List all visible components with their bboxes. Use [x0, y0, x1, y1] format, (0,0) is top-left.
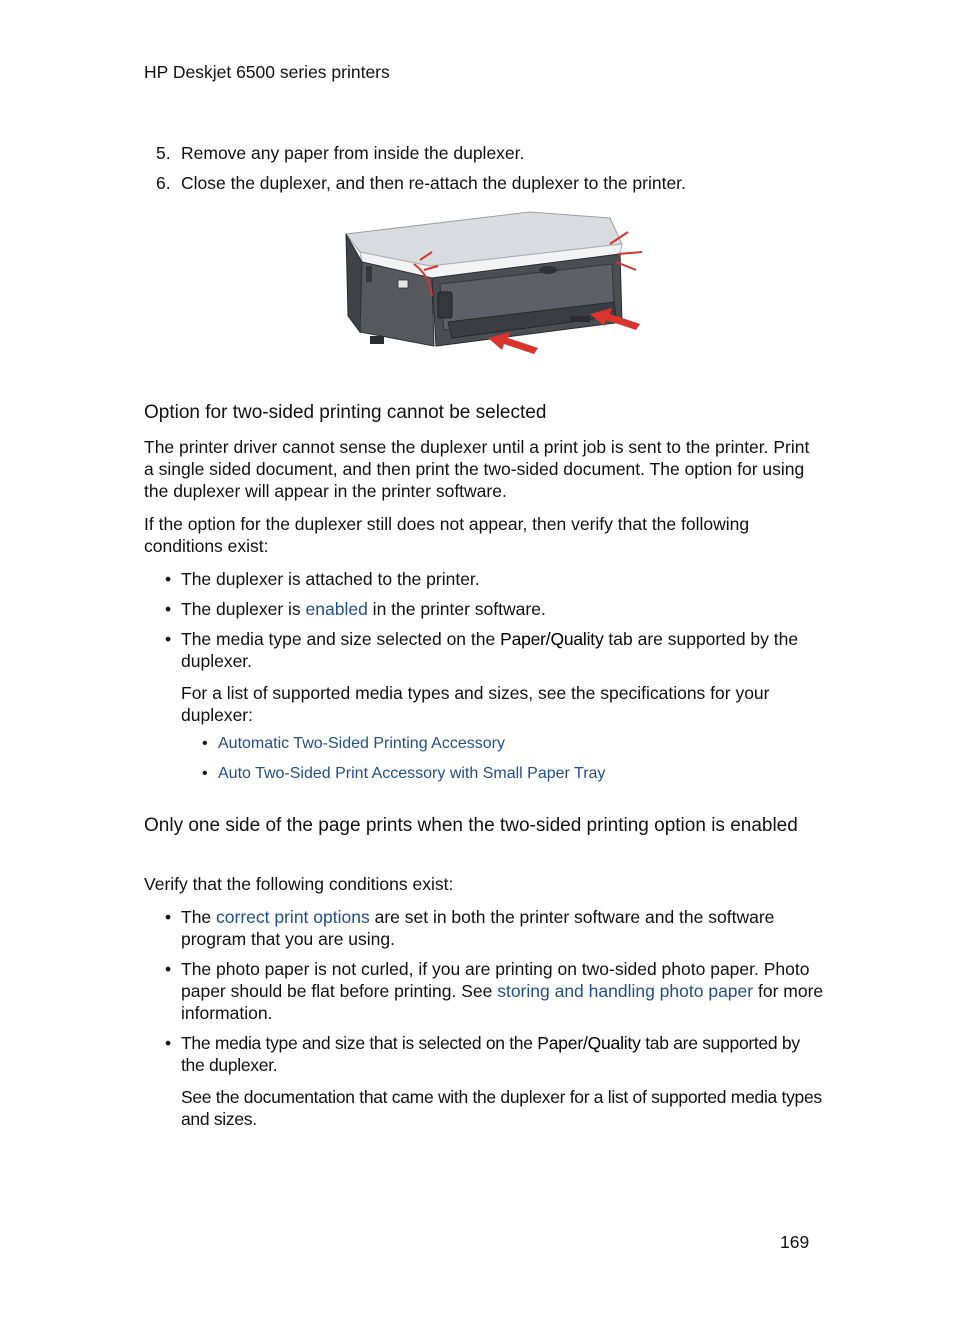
step-item [144, 172, 824, 194]
list-item-text: The [181, 907, 217, 927]
list-item [144, 568, 824, 590]
bullet-icon: • [165, 599, 172, 619]
paragraph-driver-sense: The printer driver cannot sense the duplexer until a print job is sent to the printer. Print a single sided document, and then print the two-sided document. The option for using the duplexer will appear in the printer software. [144, 437, 810, 501]
section-heading-duplex-option: Option for two-sided printing cannot be selected [144, 402, 547, 423]
bullet-icon: • [202, 765, 208, 782]
conditions-list [144, 568, 824, 682]
printer-duplexer-illustration [340, 204, 652, 362]
list-item-text: The media type and size selected on the [181, 629, 501, 649]
list-item-text: are set in both the printer software and the software program that you are using. [181, 907, 775, 949]
step-item [144, 142, 824, 164]
list-item [144, 763, 824, 785]
step-text: Remove any paper from inside the duplexer. [181, 143, 525, 163]
list-item [144, 598, 824, 620]
bullet-icon: • [165, 569, 172, 589]
list-item [144, 958, 824, 1024]
link-correct-print-options[interactable]: correct print options [216, 907, 370, 927]
ui-term-paper-quality: Paper/Quality [500, 629, 604, 649]
bullet-icon: • [165, 1033, 171, 1053]
paragraph-verify-conditions: If the option for the duplexer still does not appear, then verify that the following conditions exist: [144, 514, 750, 556]
list-item [144, 906, 824, 950]
list-item-text: The photo paper is not curled, if you are printing on two-sided photo paper. Photo paper should be flat before printing. See [181, 959, 810, 1001]
list-item-text: for more information. [181, 981, 824, 1023]
list-item-text: The duplexer is [181, 599, 306, 619]
procedure-steps [144, 142, 824, 202]
section-heading-one-side-prints: Only one side of the page prints when the two-sided printing option is enabled [144, 815, 798, 836]
conditions-list-2 [144, 906, 824, 1084]
bullet-icon: • [165, 959, 172, 979]
list-item-text: The media type and size that is selected on the [181, 1033, 538, 1053]
list-item [144, 628, 824, 672]
list-item [144, 1032, 824, 1076]
nested-block [144, 682, 824, 793]
list-item-text: tab are supported by the duplexer. [181, 1033, 800, 1075]
list-item-text: The duplexer is attached to the printer. [181, 569, 480, 589]
link-enabled[interactable]: enabled [305, 599, 368, 619]
bullet-icon: • [165, 907, 172, 927]
ui-term-paper-quality: Paper/Quality [537, 1033, 641, 1053]
link-automatic-two-sided-accessory[interactable]: Automatic Two-Sided Printing Accessory [218, 735, 505, 752]
list-item [144, 733, 824, 755]
bullet-icon: • [165, 629, 172, 649]
link-storing-handling-photo-paper[interactable]: storing and handling photo paper [497, 981, 754, 1001]
paragraph-duplexer-documentation: See the documentation that came with the duplexer for a list of supported media types and sizes. [181, 1087, 822, 1129]
step-text: Close the duplexer, and then re-attach the duplexer to the printer. [181, 173, 686, 193]
paragraph-verify: Verify that the following conditions exist: [144, 874, 454, 894]
page-number: 169 [780, 1232, 810, 1252]
list-item-text: in the printer software. [367, 599, 546, 619]
step-number: 5. [156, 143, 171, 163]
step-number: 6. [156, 173, 171, 193]
running-header: HP Deskjet 6500 series printers [144, 62, 390, 82]
list-item-text: tab are supported by the duplexer. [181, 629, 799, 671]
link-small-paper-tray-accessory[interactable]: Auto Two-Sided Print Accessory with Small Paper Tray [218, 765, 606, 782]
paragraph-specifications: For a list of supported media types and sizes, see the specifications for your duplexer: [181, 683, 770, 725]
specifications-links-list [144, 733, 824, 785]
bullet-icon: • [202, 735, 208, 752]
